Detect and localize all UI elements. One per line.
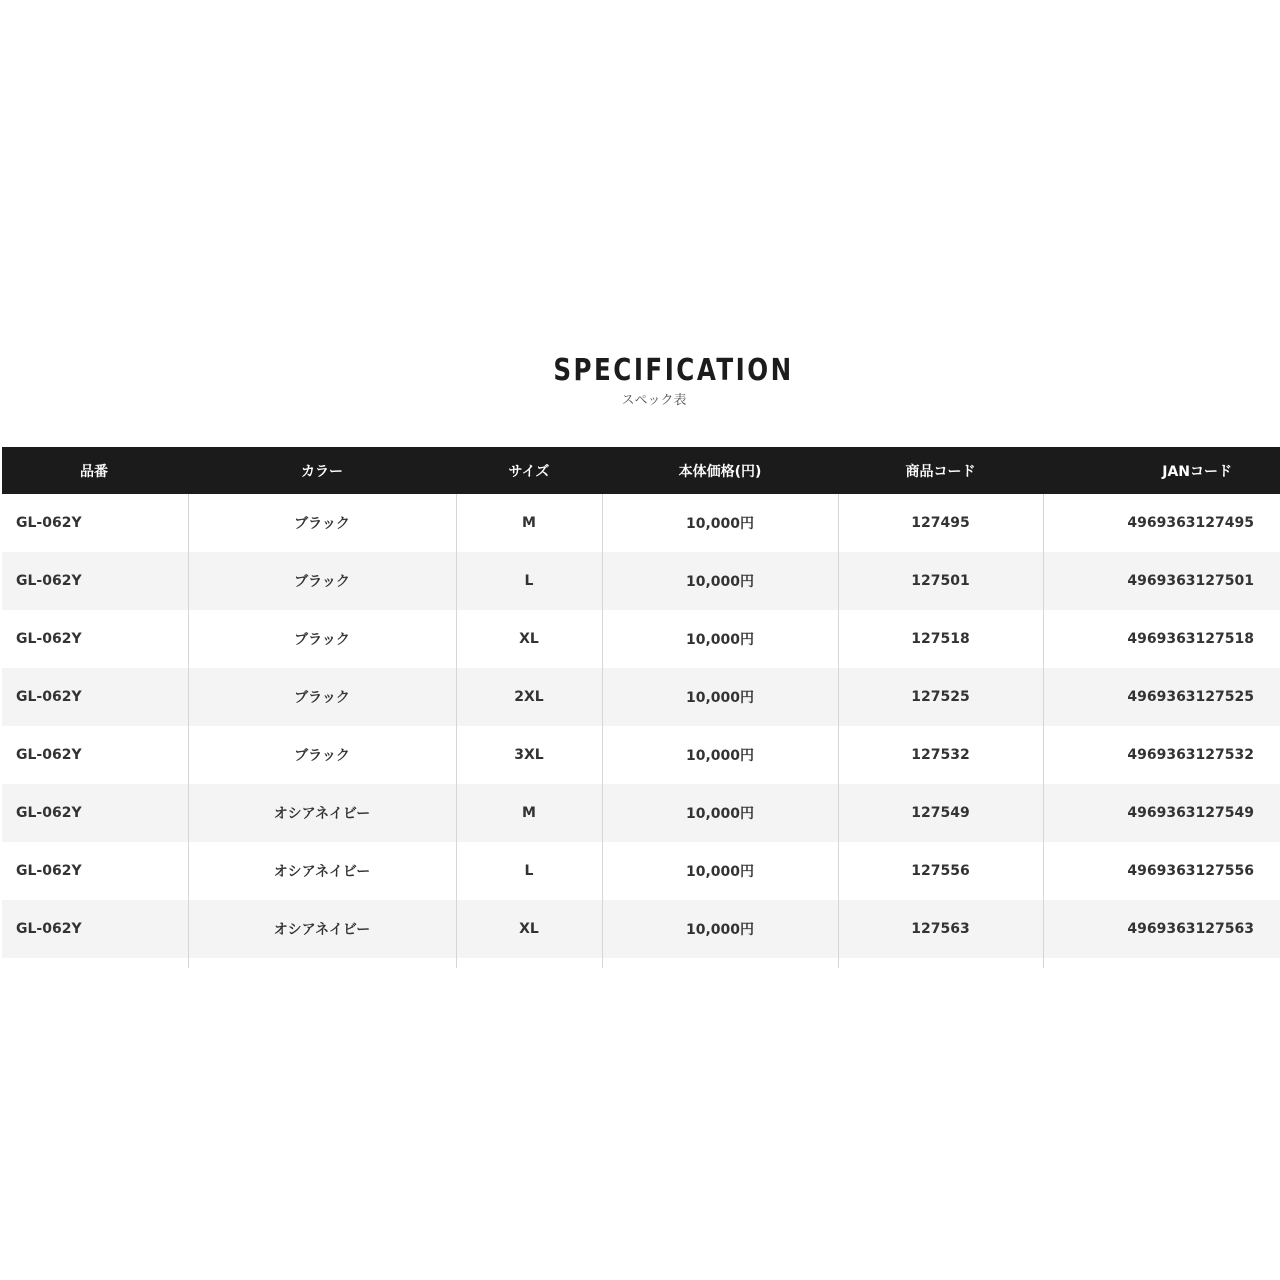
cell-part-number: GL-062Y [16,863,82,879]
cell-size: L [456,842,602,900]
cell-part-number: GL-062Y [16,573,82,589]
cell-price: 10,000円 [602,726,838,784]
cell-size: 3XL [456,726,602,784]
cell-jan-code: 4969363127563 [1043,900,1280,958]
table-row [2,784,1280,842]
cell-color: ブラック [188,726,456,784]
cell-jan-code: 4969363127518 [1043,610,1280,668]
cell-size: M [456,784,602,842]
spacer-cell [2,958,188,968]
header-price: 本体価格(円) [678,463,762,480]
page-subtitle: スペック表 [621,393,687,408]
page-title: SPECIFICATION [553,353,795,388]
spec-table [2,447,1280,968]
spacer-cell [602,958,838,968]
spec-heading [0,352,1280,410]
cell-price: 10,000円 [602,842,838,900]
header-product-code: 商品コード [905,463,976,480]
header-part-number: 品番 [80,463,108,480]
spacer-cell [838,958,1043,968]
cell-color: オシアネイビー [188,842,456,900]
cell-part-number: GL-062Y [16,805,82,821]
cell-product-code: 127501 [838,552,1043,610]
cell-color: ブラック [188,552,456,610]
cell-product-code: 127518 [838,610,1043,668]
cell-size: 2XL [456,668,602,726]
cell-size: XL [456,610,602,668]
header-jan-code: JANコード [1162,463,1232,480]
table-row [2,552,1280,610]
table-row [2,726,1280,784]
cell-price: 10,000円 [602,784,838,842]
cell-part-number: GL-062Y [16,631,82,647]
cell-part-number: GL-062Y [16,747,82,763]
cell-jan-code: 4969363127525 [1043,668,1280,726]
cell-size: XL [456,900,602,958]
spacer-cell [456,958,602,968]
cell-size: L [456,552,602,610]
cell-product-code: 127556 [838,842,1043,900]
header-size: サイズ [508,463,550,480]
table-row [2,900,1280,958]
cell-part-number: GL-062Y [16,921,82,937]
cell-color: オシアネイビー [188,900,456,958]
spacer-cell [188,958,456,968]
cell-product-code: 127495 [838,494,1043,552]
cell-product-code: 127532 [838,726,1043,784]
cell-color: ブラック [188,668,456,726]
cell-jan-code: 4969363127549 [1043,784,1280,842]
cell-part-number: GL-062Y [16,689,82,705]
table-row [2,494,1280,552]
cell-color: ブラック [188,494,456,552]
cell-price: 10,000円 [602,668,838,726]
table-row-spacer [2,958,1280,968]
cell-product-code: 127563 [838,900,1043,958]
cell-color: ブラック [188,610,456,668]
header-color: カラー [301,463,343,480]
cell-product-code: 127525 [838,668,1043,726]
spacer-cell [1043,958,1280,968]
cell-part-number: GL-062Y [16,515,82,531]
cell-color: オシアネイビー [188,784,456,842]
cell-size: M [456,494,602,552]
table-row [2,610,1280,668]
cell-jan-code: 4969363127532 [1043,726,1280,784]
table-header-row [2,447,1280,494]
table-row [2,668,1280,726]
cell-price: 10,000円 [602,900,838,958]
table-row [2,842,1280,900]
cell-product-code: 127549 [838,784,1043,842]
cell-jan-code: 4969363127556 [1043,842,1280,900]
cell-price: 10,000円 [602,494,838,552]
cell-jan-code: 4969363127501 [1043,552,1280,610]
table-header [2,447,1280,494]
cell-price: 10,000円 [602,552,838,610]
cell-price: 10,000円 [602,610,838,668]
table-body [2,494,1280,968]
cell-jan-code: 4969363127495 [1043,494,1280,552]
